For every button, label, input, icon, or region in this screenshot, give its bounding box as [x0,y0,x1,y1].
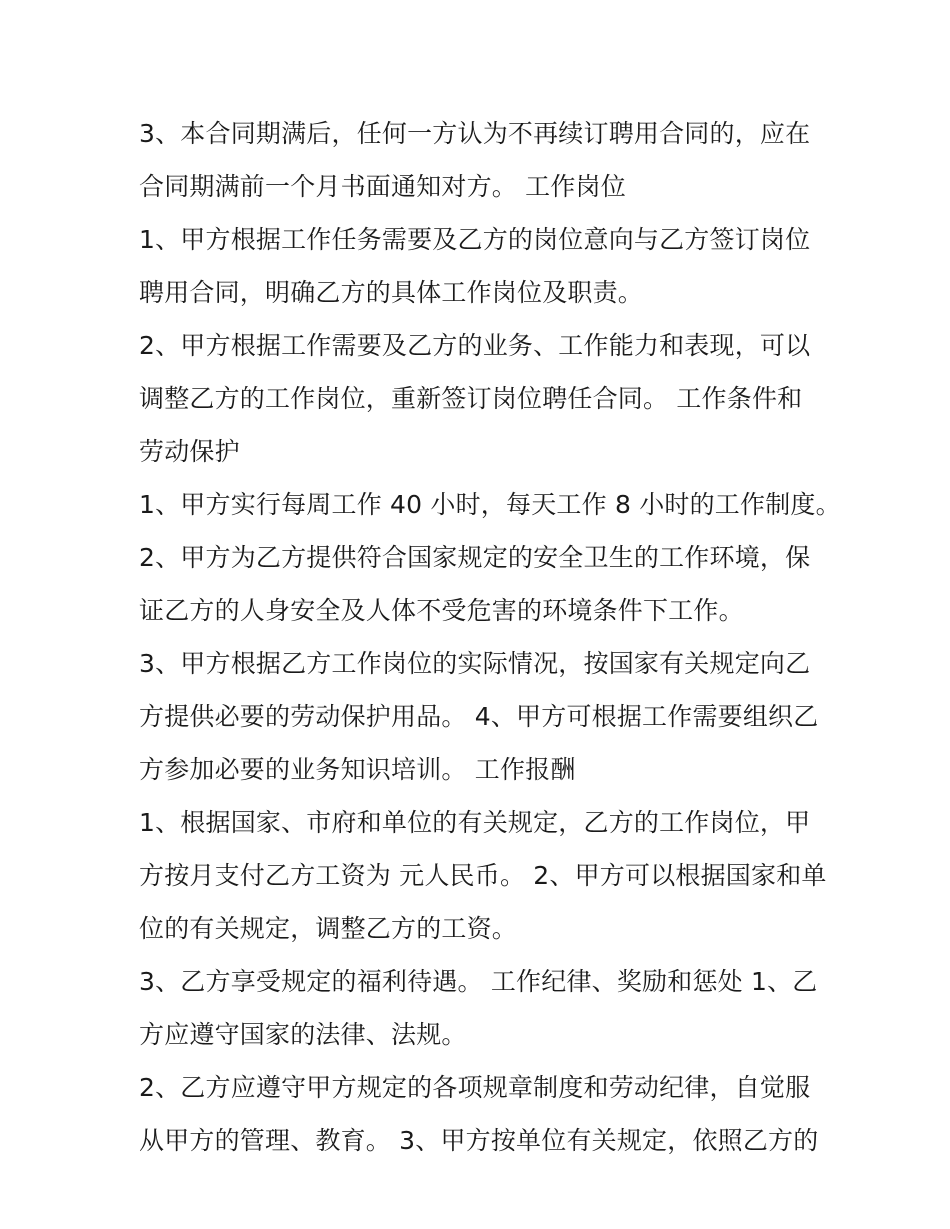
text-line: 3、乙方享受规定的福利待遇。 工作纪律、奖励和惩处 1、乙 [139,967,818,996]
paragraph-job-contract [139,213,829,319]
text-line: 方参加必要的业务知识培训。 工作报酬 [139,755,576,784]
text-line: 3、甲方根据乙方工作岗位的实际情况，按国家有关规定向乙 [139,649,811,678]
text-line: 调整乙方的工作岗位，重新签订岗位聘任合同。 工作条件和 [139,384,803,413]
paragraph-job-adjustment [139,319,829,478]
text-line: 从甲方的管理、教育。 3、甲方按单位有关规定，依照乙方的 [139,1126,819,1155]
text-line: 合同期满前一个月书面通知对方。 工作岗位 [139,172,626,201]
paragraph-benefits-discipline [139,955,829,1061]
paragraph-protective-equipment [139,637,829,796]
paragraph-work-environment [139,531,829,637]
text-line: 方按月支付乙方工资为 元人民币。 2、甲方可以根据国家和单 [139,861,827,890]
text-line: 2、乙方应遵守甲方规定的各项规章制度和劳动纪律，自觉服 [139,1073,811,1102]
text-line: 3、本合同期满后，任何一方认为不再续订聘用合同的，应在 [139,119,811,148]
text-line: 方应遵守国家的法律、法规。 [139,1020,467,1049]
text-line: 证乙方的人身安全及人体不受危害的环境条件下工作。 [139,596,744,625]
paragraph-renewal-notice [139,107,829,213]
document-body [139,107,841,1167]
text-line: 聘用合同，明确乙方的具体工作岗位及职责。 [139,278,644,307]
text-line: 方提供必要的劳动保护用品。 4、甲方可根据工作需要组织乙 [139,702,819,731]
text-line: 2、甲方为乙方提供符合国家规定的安全卫生的工作环境，保 [139,543,811,572]
text-line: 1、甲方实行每周工作 40 小时，每天工作 8 小时的工作制度。 [139,490,841,519]
text-line: 1、甲方根据工作任务需要及乙方的岗位意向与乙方签订岗位 [139,225,811,254]
paragraph-rules-compliance [139,1061,829,1167]
text-line: 2、甲方根据工作需要及乙方的业务、工作能力和表现，可以 [139,331,811,360]
text-line: 劳动保护 [139,437,240,466]
text-line: 1、根据国家、市府和单位的有关规定，乙方的工作岗位，甲 [139,808,811,837]
text-line: 位的有关规定，调整乙方的工资。 [139,914,518,943]
paragraph-working-hours [139,478,841,531]
paragraph-salary [139,796,829,955]
